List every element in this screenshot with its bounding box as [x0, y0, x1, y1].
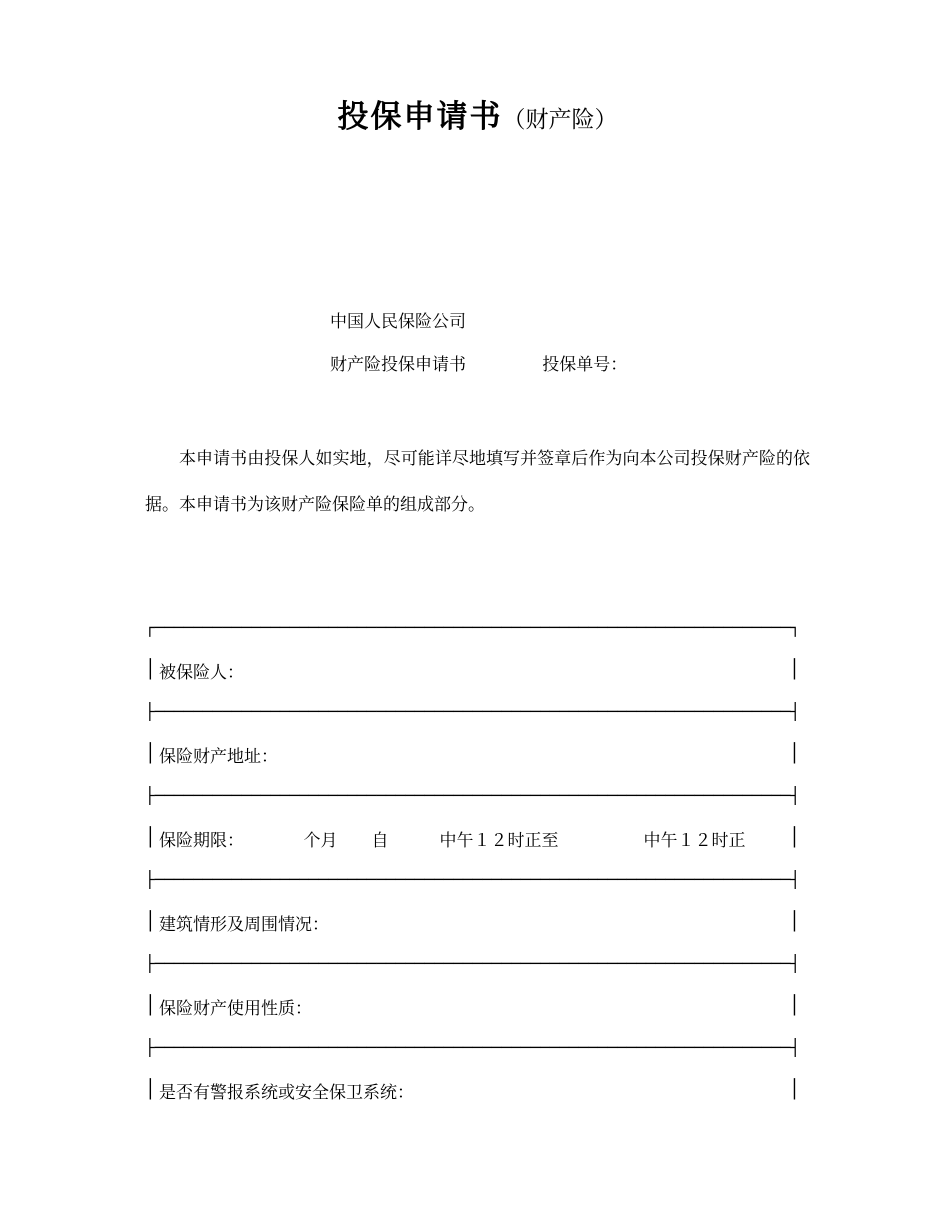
row-label-alarm-system: 是否有警报系统或安全保卫系统：: [159, 1082, 414, 1102]
table-border-right-icon: [789, 913, 800, 931]
document-title: [145, 95, 810, 137]
table-border-left-icon: [145, 829, 156, 847]
table-border-top: ┌──────────────────────────────────────────────────────────────────┐: [145, 618, 800, 637]
row-label-property-usage: 保险财产使用性质：: [159, 998, 312, 1018]
table-border-left-icon: [145, 661, 156, 679]
table-row-building-condition: [145, 890, 800, 954]
title-paren: （财产险）: [502, 107, 618, 132]
table-row-insured: [145, 638, 800, 702]
table-row-property-usage: [145, 974, 800, 1038]
row-label-building-condition: 建筑情形及周围情况：: [159, 914, 329, 934]
policy-number-label: 投保单号：: [542, 355, 628, 374]
row-label-insurance-period: 保险期限： 个月 自 中午１２时正至 中午１２时正: [159, 830, 746, 850]
table-border-separator: ├──────────────────────────────────────────────────────────────────┤: [145, 954, 800, 973]
table-border-right-icon: [789, 661, 800, 679]
company-name: 中国人民保险公司: [330, 312, 466, 331]
table-border-right-icon: [789, 1081, 800, 1099]
table-border-right-icon: [789, 745, 800, 763]
table-border-separator: ├──────────────────────────────────────────────────────────────────┤: [145, 786, 800, 805]
table-row-insurance-period: [145, 806, 800, 870]
table-border-left-icon: [145, 913, 156, 931]
row-label-property-address: 保险财产地址：: [159, 746, 278, 766]
table-row-alarm-system: [145, 1058, 800, 1122]
table-border-left-icon: [145, 745, 156, 763]
application-table: [145, 618, 800, 1122]
title-main: 投保申请书: [337, 99, 503, 134]
table-border-left-icon: [145, 1081, 156, 1099]
table-border-right-icon: [789, 829, 800, 847]
table-row-property-address: [145, 722, 800, 786]
header-block: [330, 300, 810, 386]
table-border-separator: ├──────────────────────────────────────────────────────────────────┤: [145, 1038, 800, 1057]
table-border-separator: ├──────────────────────────────────────────────────────────────────┤: [145, 870, 800, 889]
table-border-right-icon: [789, 997, 800, 1015]
form-name: 财产险投保申请书: [330, 355, 466, 374]
table-border-separator: ├──────────────────────────────────────────────────────────────────┤: [145, 702, 800, 721]
form-name-line: [330, 343, 810, 386]
table-border-left-icon: [145, 997, 156, 1015]
row-label-insured: 被保险人：: [159, 662, 244, 682]
intro-paragraph: 本申请书由投保人如实地，尽可能详尽地填写并签章后作为向本公司投保财产险的依据。本申请书为该财产险保险单的组成部分。: [145, 449, 810, 514]
